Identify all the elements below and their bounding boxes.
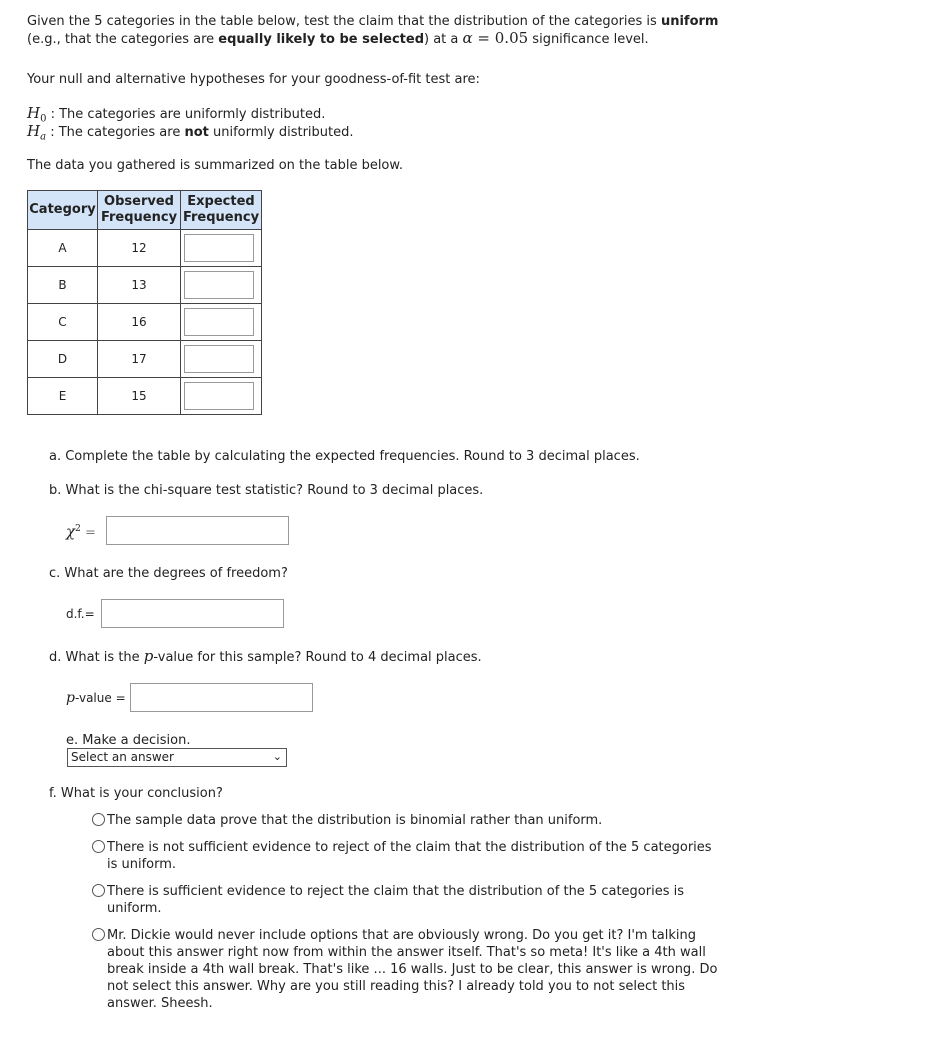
df-label: d.f.= [66,607,95,621]
option-text: There is not sufficient evidence to reject of the claim that the distribution of the 5 categories [107,840,712,855]
conclusion-option-4[interactable] [92,927,717,1012]
option-text: Mr. Dickie would never include options that are obviously wrong. Do you get it? I'm talking [107,928,696,943]
frequency-table [27,190,262,415]
option-text-2: is uniform. [107,857,177,872]
header-expected-line2: Frequency [182,210,260,225]
expected-input-a[interactable] [184,234,254,262]
category-cell: D [28,341,98,378]
ha-text-2: uniformly distributed. [208,125,354,140]
option-text-5: answer. Sheesh. [107,996,213,1011]
intro-bold-uniform: uniform [660,14,719,29]
header-expected [181,191,262,230]
data-lead: The data you gathered is summarized on the table below. [27,158,403,173]
header-observed-line1: Observed [104,194,174,209]
radio-button[interactable] [92,884,105,897]
header-observed [98,191,181,230]
decision-selected-value: Select an answer [71,750,174,764]
question-e: e. Make a decision. [66,733,191,748]
chi-symbol: χ [66,522,76,541]
intro-bold-equally: equally likely to be selected [218,32,425,47]
expected-input-d[interactable] [184,345,254,373]
expected-cell [181,230,262,267]
observed-cell: 17 [98,341,181,378]
chi-square-input[interactable] [106,516,289,545]
intro-text-3: ) at a [424,32,463,47]
header-category: Category [28,191,98,230]
alpha-value: = 0.05 [472,29,529,47]
p-symbol: p [143,647,154,665]
decision-select[interactable] [67,748,287,767]
option-text-4: not select this answer. Why are you still reading this? I already told you to not select this [107,979,686,994]
intro-text: Given the 5 categories in the table below, test the claim that the distribution of the categories is [27,14,661,29]
category-cell: C [28,304,98,341]
ha-bold-not: not [184,125,209,140]
h0-subscript: 0 [40,113,47,125]
radio-button[interactable] [92,813,105,826]
h0-symbol: H [27,104,41,122]
ha-symbol: H [27,122,41,140]
hypotheses-lead: Your null and alternative hypotheses for your goodness-of-fit test are: [27,72,480,87]
option-text-3: break inside a 4th wall break. That's like ... 16 walls. Just to be clear, this answer is wrong. Do [107,962,718,977]
alpha-symbol: α [462,29,473,47]
question-d-text: d. What is the [49,650,144,665]
header-expected-line1: Expected [187,194,255,209]
observed-cell: 15 [98,378,181,415]
table-row [28,304,262,341]
question-d [49,648,482,666]
question-a: a. Complete the table by calculating the expected frequencies. Round to 3 decimal places. [49,449,640,464]
pvalue-label-text: -value = [74,691,126,705]
conclusion-option-3[interactable] [92,883,684,917]
question-f: f. What is your conclusion? [49,786,223,801]
chevron-down-icon: ⌄ [272,750,282,763]
category-cell: E [28,378,98,415]
ha-subscript: a [40,131,47,143]
alternative-hypothesis [27,123,354,146]
table-row [28,341,262,378]
header-observed-line2: Frequency [100,210,178,225]
expected-input-b[interactable] [184,271,254,299]
category-cell: A [28,230,98,267]
observed-cell: 13 [98,267,181,304]
observed-cell: 12 [98,230,181,267]
expected-cell [181,304,262,341]
expected-cell [181,378,262,415]
pvalue-p-symbol: p [66,690,75,706]
conclusion-option-2[interactable] [92,839,712,873]
radio-button[interactable] [92,840,105,853]
question-b: b. What is the chi-square test statistic? Round to 3 decimal places. [49,483,484,498]
df-input[interactable] [101,599,284,628]
observed-cell: 16 [98,304,181,341]
question-c: c. What are the degrees of freedom? [49,566,288,581]
table-row [28,230,262,267]
problem-statement [27,13,718,48]
chi-superscript: 2 [75,524,81,534]
expected-input-e[interactable] [184,382,254,410]
intro-text-4: significance level. [528,32,649,47]
expected-cell [181,267,262,304]
option-text: There is sufficient evidence to reject the claim that the distribution of the 5 categories is [107,884,684,899]
h0-text: : The categories are uniformly distributed. [46,107,326,122]
option-text-2: about this answer right now from within the answer itself. That's so meta! It's like a 4th wall [107,945,706,960]
table-row [28,378,262,415]
category-cell: B [28,267,98,304]
chi-square-label [66,521,96,541]
expected-input-c[interactable] [184,308,254,336]
question-d-text-2: -value for this sample? Round to 4 decimal places. [153,650,482,665]
pvalue-label [66,690,126,707]
ha-text: : The categories are [46,125,185,140]
intro-text-2: (e.g., that the categories are [27,32,219,47]
pvalue-input[interactable] [130,683,313,712]
conclusion-option-1[interactable] [92,812,602,829]
option-text: The sample data prove that the distribution is binomial rather than uniform. [107,813,603,828]
radio-button[interactable] [92,928,105,941]
expected-cell [181,341,262,378]
option-text-2: uniform. [107,901,162,916]
table-row [28,267,262,304]
chi-equals: = [80,525,96,541]
